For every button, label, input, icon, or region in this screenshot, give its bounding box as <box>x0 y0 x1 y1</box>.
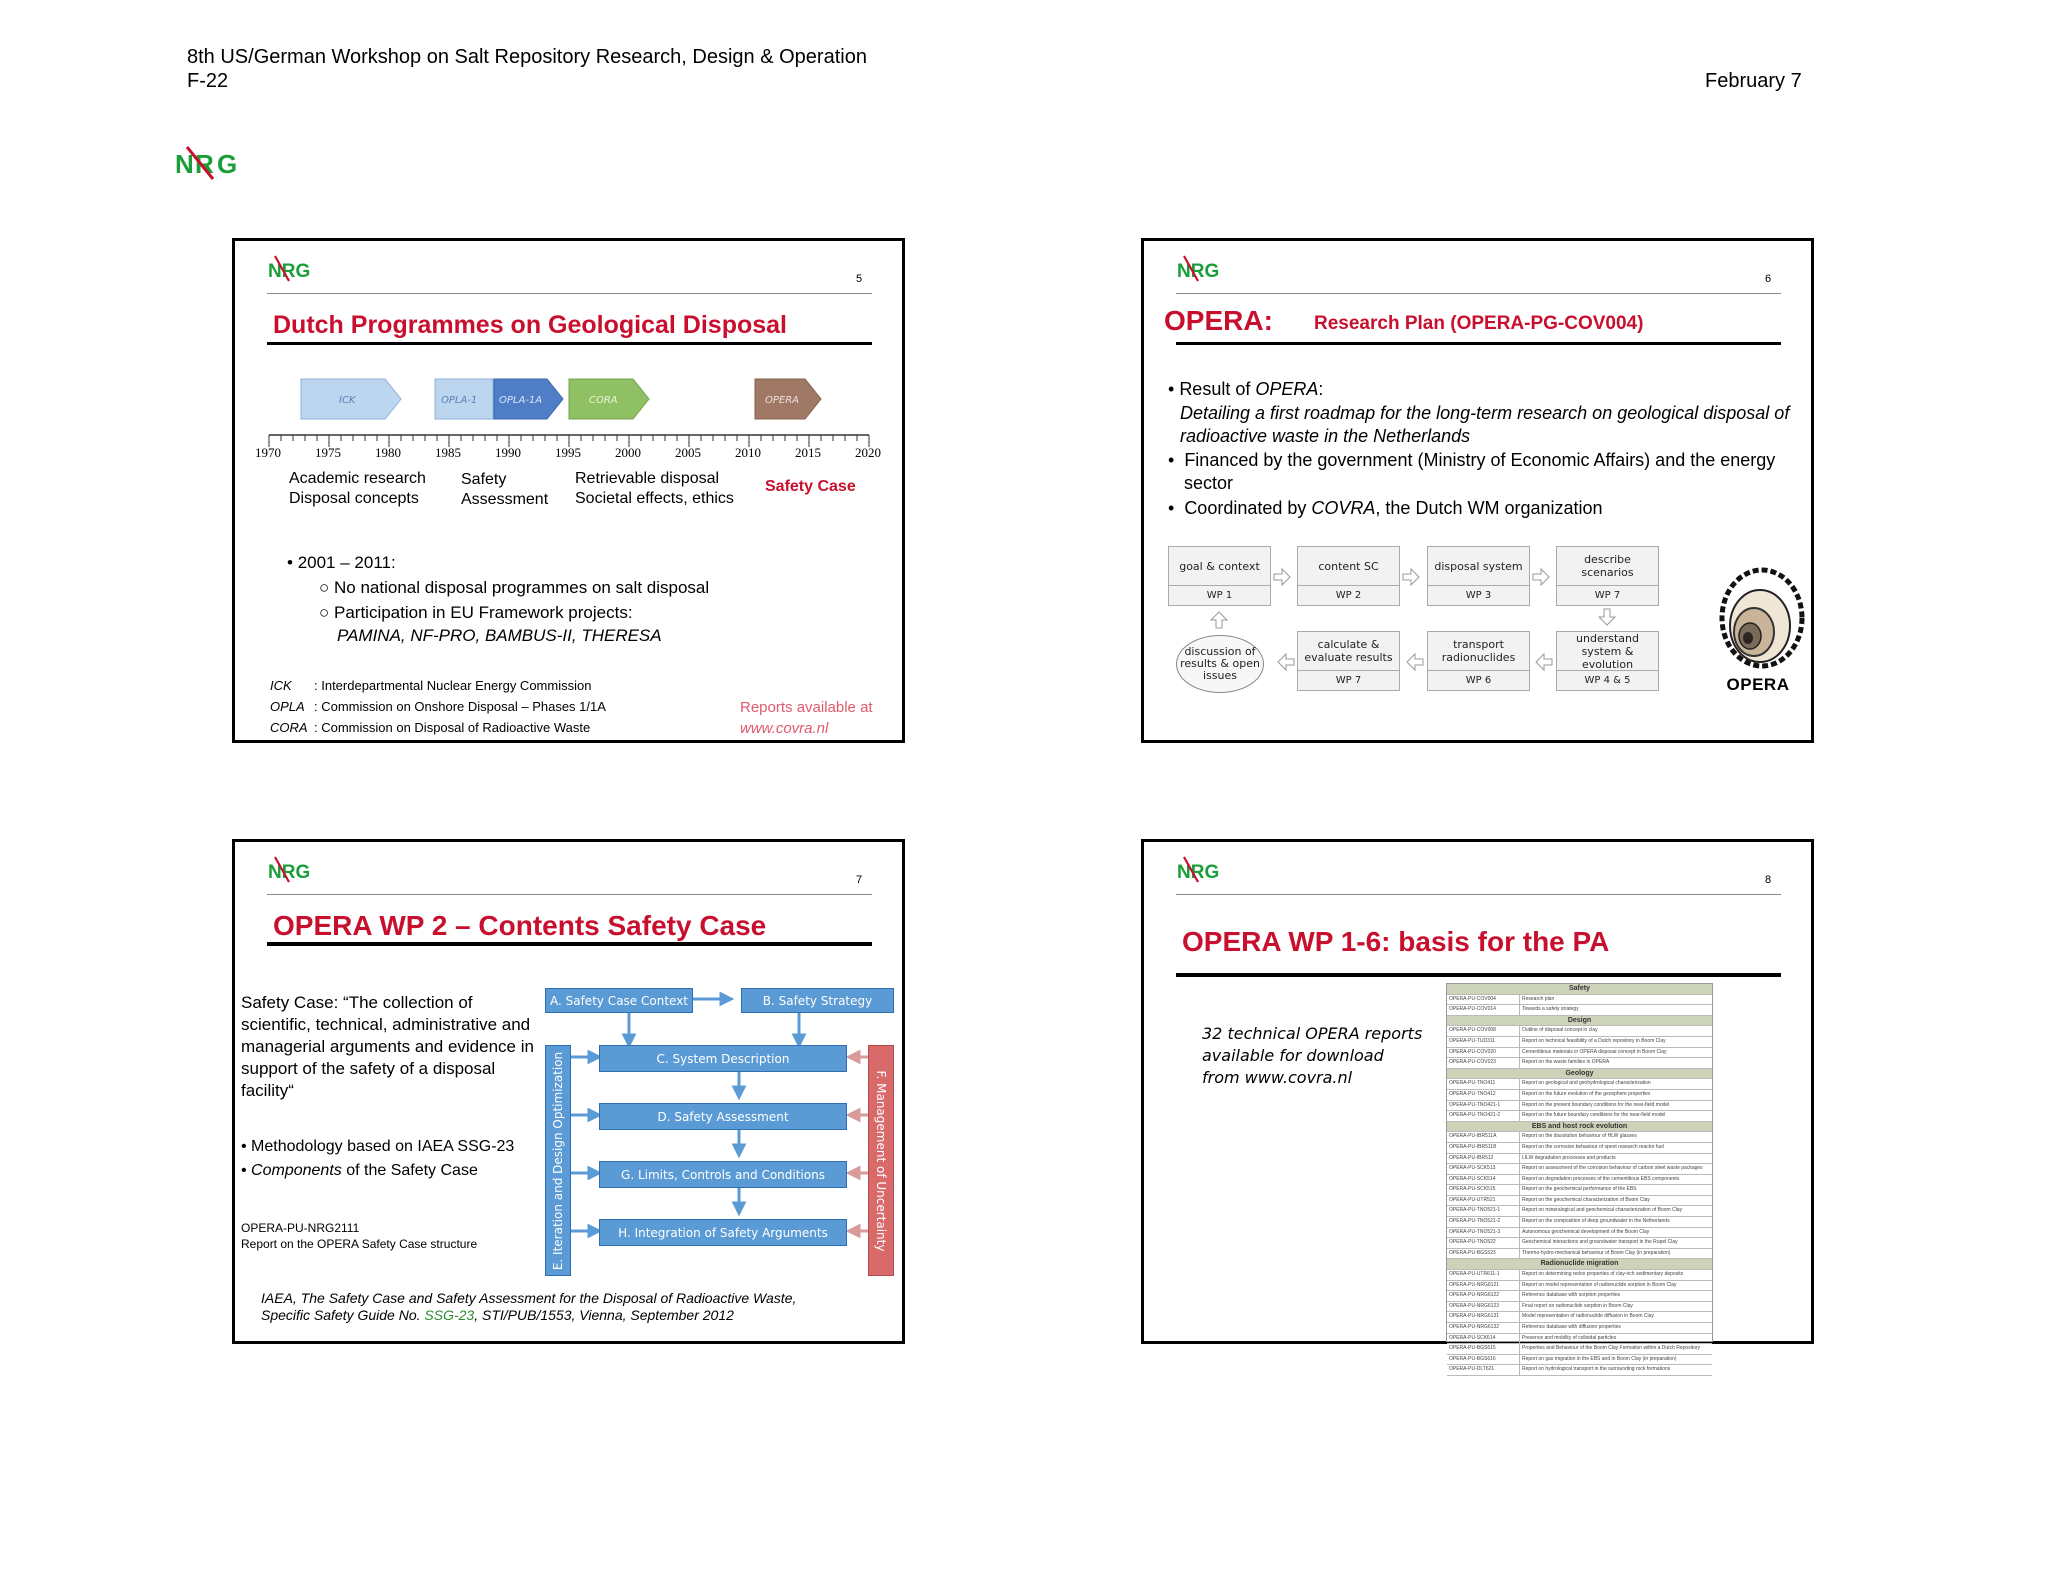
svg-text:NRG: NRG <box>268 261 311 282</box>
report-id: OPERA-PU-NRG6132 <box>1447 1323 1520 1333</box>
reports-note: 32 technical OPERA reports available for download from www.covra.nl <box>1202 1024 1423 1087</box>
report-id: OPERA-PU-TUD311 <box>1447 1037 1520 1047</box>
table-row <box>1447 1312 1712 1323</box>
workshop-title: 8th US/German Workshop on Salt Repository Research, Design & Operation <box>187 46 867 68</box>
slide-number: 7 <box>856 874 863 886</box>
year-label: 1990 <box>495 445 521 460</box>
diagram-box-context: A. Safety Case Context <box>545 988 693 1013</box>
table-row <box>1447 1026 1712 1037</box>
table-section-header: Design <box>1447 1016 1712 1027</box>
safety-case-quote: Safety Case: “The collection of scientific, technical, administrative and managerial arguments and evidence in support of the safety of a disposal facility“ <box>241 993 534 1100</box>
report-title: Report on the dissolution behaviour of HLW glasses <box>1522 1133 1637 1140</box>
table-row <box>1447 995 1712 1006</box>
label-academic: Academic research Disposal concepts <box>289 470 426 507</box>
table-row <box>1447 1175 1712 1186</box>
table-row <box>1447 1048 1712 1059</box>
diagram-box-assessment: D. Safety Assessment <box>599 1103 847 1130</box>
bullet-period: • 2001 – 2011: <box>287 553 396 572</box>
table-row <box>1447 1005 1712 1016</box>
result-detail: Detailing a first roadmap for the long-term research on geological disposal of radioactive waste in the Netherlands <box>1180 403 1790 446</box>
flow-box-calculate: calculate & evaluate results WP 7 <box>1297 631 1400 691</box>
table-row <box>1447 1090 1712 1101</box>
table-row <box>1447 1228 1712 1239</box>
slide-number: 6 <box>1765 273 1772 285</box>
year-label: 2010 <box>735 445 761 460</box>
report-title: Towards a safety strategy <box>1522 1006 1579 1013</box>
reports-note: Reports available at www.covra.nl <box>740 699 873 737</box>
flow-box-transport: transport radionuclides WP 6 <box>1427 631 1530 691</box>
svg-text:G: G <box>217 149 238 179</box>
timeline-years <box>235 445 905 461</box>
report-title: Properties and Behaviour of the Boom Clay Formation within a Dutch Repository <box>1522 1345 1701 1352</box>
slide-title: OPERA: <box>1164 305 1273 336</box>
report-title: Cementitious materials in OPERA disposal concept in Boom Clay <box>1522 1048 1667 1055</box>
table-row <box>1447 1185 1712 1196</box>
table-row <box>1447 1281 1712 1292</box>
report-title: Research plan <box>1522 995 1555 1002</box>
report-id: OPERA-PU-UTR611-1 <box>1447 1270 1520 1280</box>
year-label: 2020 <box>855 445 881 460</box>
svg-text:NRG: NRG <box>268 862 311 883</box>
report-id: OPERA-PU-SCK514 <box>1447 1175 1520 1185</box>
sub-bullet: ○ No national disposal programmes on salt disposal <box>319 578 710 597</box>
report-title: Report on the geochemical performance of the EBS <box>1522 1186 1637 1193</box>
report-title: Autonomous geochemical development of the Boom Clay <box>1522 1228 1650 1235</box>
report-id: OPERA-PU-BGS616 <box>1447 1355 1520 1365</box>
table-row <box>1447 1154 1712 1165</box>
slide-5 <box>232 238 905 743</box>
report-id: OPERA-PU-NRG6122 <box>1447 1291 1520 1301</box>
report-title: Report on determining redox properties of clay-rich sedimentary deposits <box>1522 1271 1684 1278</box>
slide-title: Dutch Programmes on Geological Disposal <box>273 311 788 339</box>
table-row <box>1447 1206 1712 1217</box>
report-id: OPERA-PU-COV008 <box>1447 1026 1520 1036</box>
opera-logo-text: OPERA <box>1726 675 1790 694</box>
project-list: PAMINA, NF-PRO, BAMBUS-II, THERESA <box>337 626 662 645</box>
table-row <box>1447 1196 1712 1207</box>
table-row <box>1447 1355 1712 1366</box>
table-section-header: EBS and host rock evolution <box>1447 1122 1712 1133</box>
report-title: Report on the waste families in OPERA <box>1522 1059 1610 1066</box>
methodology-bullets: • Methodology based on IAEA SSG-23 • Components of the Safety Case <box>241 1138 515 1179</box>
diagram-box-limits: G. Limits, Controls and Conditions <box>599 1161 847 1188</box>
timeline-label-ick: ICK <box>339 395 356 406</box>
report-id: OPERA-PU-TNO521-1 <box>1447 1206 1520 1216</box>
bullet-financed: • Financed by the government (Ministry of Economic Affairs) and the energy sector <box>1168 450 1776 493</box>
flow-box-understand: understand system & evolution WP 4 & 5 <box>1556 631 1659 691</box>
table-row <box>1447 1302 1712 1313</box>
report-id: OPERA-PU-SCK515 <box>1447 1185 1520 1195</box>
year-label: 2000 <box>615 445 641 460</box>
slide-6 <box>1141 238 1814 743</box>
nrg-logo <box>267 856 311 889</box>
report-id: OPERA-PU-IBR512 <box>1447 1154 1520 1164</box>
table-section-header: Geology <box>1447 1069 1712 1080</box>
nrg-logo <box>1176 856 1220 889</box>
table-row <box>1447 1323 1712 1334</box>
report-id: OPERA-PU-NRG6123 <box>1447 1302 1520 1312</box>
report-title: Report on degradation processes of the cementitious EBS components <box>1522 1175 1680 1182</box>
report-title: Report on hydrological transport in the surrounding rock formations <box>1522 1366 1671 1373</box>
report-id: OPERA-PU-UTR521 <box>1447 1196 1520 1206</box>
svg-text:N: N <box>175 149 194 179</box>
report-id: OPERA-PU-IBR511A <box>1447 1132 1520 1142</box>
report-id: OPERA-PU-TNO412 <box>1447 1090 1520 1100</box>
report-title: Outline of disposal concept in clay <box>1522 1027 1598 1034</box>
label-safety-assessment: Safety Assessment <box>461 471 549 508</box>
table-row <box>1447 1132 1712 1143</box>
timeline-label-opla1: OPLA-1 <box>441 395 478 406</box>
table-row <box>1447 1164 1712 1175</box>
bullet-result: • Result of OPERA: <box>1168 379 1324 399</box>
report-title: Geochemical interactions and groundwater transport in the Rupel Clay <box>1522 1239 1678 1246</box>
report-id: OPERA-PU-TNO411 <box>1447 1079 1520 1089</box>
flow-oval-discussion: discussion of results & open issues <box>1176 635 1264 693</box>
slide-title: OPERA WP 2 – Contents Safety Case <box>273 910 767 941</box>
flow-box-disposal: disposal system WP 3 <box>1427 546 1530 606</box>
bullet-coordinated: • Coordinated by COVRA, the Dutch WM organization <box>1168 498 1603 518</box>
nrg-logo <box>173 145 253 184</box>
table-row <box>1447 1111 1712 1122</box>
year-label: 1985 <box>435 445 461 460</box>
report-title: Reference database with sorption properties <box>1522 1292 1621 1299</box>
year-label: 1980 <box>375 445 401 460</box>
year-label: 2015 <box>795 445 821 460</box>
table-row <box>1447 1249 1712 1260</box>
page-date: February 7 <box>1705 70 1802 92</box>
report-title: Thermo-hydro-mechanical behaviour of Boom Clay (in preparation) <box>1522 1249 1671 1256</box>
table-row <box>1447 1270 1712 1281</box>
svg-text:NRG: NRG <box>1177 261 1220 282</box>
report-id: OPERA-PU-COV023 <box>1447 1058 1520 1068</box>
timeline-label-opla1a: OPLA-1A <box>499 395 543 406</box>
report-id: OPERA-PU-IBR511B <box>1447 1143 1520 1153</box>
year-label: 1995 <box>555 445 581 460</box>
report-id: OPERA-PU-BGS615 <box>1447 1344 1520 1354</box>
report-id: OPERA-PU-COV004 <box>1447 995 1520 1005</box>
slide-8 <box>1141 839 1814 1373</box>
sub-bullet: ○ Participation in EU Framework projects: <box>319 603 633 622</box>
table-row <box>1447 1058 1712 1069</box>
diagram-bar-uncertainty: F. Management of Uncertainty <box>868 1045 894 1276</box>
diagram-box-integration: H. Integration of Safety Arguments <box>599 1219 847 1246</box>
timeline-chart <box>249 371 889 481</box>
diagram-box-system: C. System Description <box>599 1045 847 1072</box>
table-row <box>1447 1365 1712 1376</box>
table-section-header: Radionuclide migration <box>1447 1259 1712 1270</box>
timeline-label-opera: OPERA <box>765 395 800 406</box>
table-row <box>1447 1079 1712 1090</box>
report-title: LILW degradation processes and products <box>1522 1154 1616 1161</box>
nrg-logo <box>1176 255 1220 288</box>
report-id: OPERA-PU-DLT621 <box>1447 1365 1520 1375</box>
report-id: OPERA-PU-TNO522 <box>1447 1238 1520 1248</box>
report-title: Presence and mobility of colloidal particles <box>1522 1334 1617 1341</box>
table-row <box>1447 1101 1712 1112</box>
abbreviations: ICK : Interdepartmental Nuclear Energy Commission OPLA : Commission on Onshore Disposal – Phases 1/1A CORA : Commission on Disposal of Radioactive Waste <box>270 678 606 735</box>
report-id: OPERA-PU-TNO421-2 <box>1447 1111 1520 1121</box>
year-label: 1970 <box>255 445 281 460</box>
table-row <box>1447 1143 1712 1154</box>
slide-number: 5 <box>856 273 863 285</box>
iaea-citation: IAEA, The Safety Case and Safety Assessment for the Disposal of Radioactive Waste, Specific Safety Guide No. SSG-23, STI/PUB/1553, Vienna, September 2012 <box>261 1290 797 1323</box>
table-section-header: Safety <box>1447 984 1712 995</box>
year-label: 2005 <box>675 445 701 460</box>
report-title: Report on model representation of radionuclide sorption in Boom Clay <box>1522 1281 1677 1288</box>
report-title: Report on the future boundary conditions for the near-field model <box>1522 1112 1666 1119</box>
report-title: Report on the present boundary conditions for the near-field model <box>1522 1101 1670 1108</box>
report-reference: OPERA-PU-NRG2111 Report on the OPERA Safety Case structure <box>241 1221 478 1251</box>
report-title: Final report on radionuclide sorption in Boom Clay <box>1522 1302 1633 1309</box>
diagram-bar-iteration: E. Iteration and Design Optimization <box>545 1045 571 1276</box>
report-title: Report on mineralogical and geochemical characterization of Boom Clay <box>1522 1207 1683 1214</box>
flow-box-goal: goal & context WP 1 <box>1168 546 1271 606</box>
table-row <box>1447 1334 1712 1345</box>
report-id: OPERA-PU-TNO521-2 <box>1447 1217 1520 1227</box>
diagram-box-strategy: B. Safety Strategy <box>741 988 894 1013</box>
report-title: Report on the geochemical characterization of Boom Clay <box>1522 1196 1650 1203</box>
label-retrievable: Retrievable disposal Societal effects, ethics <box>575 470 734 507</box>
table-row <box>1447 1238 1712 1249</box>
report-title: Report on the future evolution of the geosphere properties <box>1522 1090 1651 1097</box>
report-title: Report on assessment of the corrosion behaviour of carbon steel waste packages <box>1522 1165 1703 1172</box>
slide-number: 8 <box>1765 874 1772 886</box>
slide-title: OPERA WP 1-6: basis for the PA <box>1182 926 1610 957</box>
svg-text:R: R <box>195 149 214 179</box>
report-title: Reference database with diffusion properties <box>1522 1324 1621 1330</box>
label-safety-case: Safety Case <box>765 478 856 495</box>
report-id: OPERA-PU-COV014 <box>1447 1005 1520 1015</box>
report-id: OPERA-PU-BGS523 <box>1447 1249 1520 1259</box>
report-title: Report on the corrosion behaviour of spent research reactor fuel <box>1522 1143 1665 1150</box>
covra-link[interactable]: www.covra.nl <box>740 720 829 737</box>
shell-icon <box>1710 566 1806 670</box>
table-row <box>1447 1344 1712 1355</box>
svg-text:NRG: NRG <box>1177 862 1220 883</box>
flow-box-content: content SC WP 2 <box>1297 546 1400 606</box>
table-row <box>1447 1217 1712 1228</box>
report-title: Report on technical feasibility of a Dutch repository in Boom Clay <box>1522 1037 1666 1044</box>
report-id: OPERA-PU-TNO421-1 <box>1447 1101 1520 1111</box>
timeline-label-cora: CORA <box>589 395 618 406</box>
report-id: OPERA-PU-SCK614 <box>1447 1334 1520 1344</box>
report-title: Report on the composition of deep groundwater in the Netherlands <box>1522 1218 1670 1225</box>
report-id: OPERA-PU-COV020 <box>1447 1048 1520 1058</box>
page-code: F-22 <box>187 70 229 92</box>
report-id: OPERA-PU-SCK513 <box>1447 1164 1520 1174</box>
slide-7 <box>232 839 905 1344</box>
opera-logo <box>1710 566 1806 696</box>
flow-box-scenarios: describe scenarios WP 7 <box>1556 546 1659 606</box>
reports-table <box>1446 983 1713 1373</box>
slide-subtitle: Research Plan (OPERA-PG-COV004) <box>1314 313 1644 334</box>
report-id: OPERA-PU-TNO521-3 <box>1447 1228 1520 1238</box>
flow-arrows <box>1144 541 1704 701</box>
year-label: 1975 <box>315 445 341 460</box>
nrg-logo <box>267 255 311 288</box>
report-title: Report on gas migration in the EBS and in Boom Clay (in preparation) <box>1522 1355 1677 1362</box>
report-id: OPERA-PU-NRG6131 <box>1447 1312 1520 1322</box>
table-row <box>1447 1037 1712 1048</box>
table-row <box>1447 1291 1712 1302</box>
report-title: Model representation of radionuclide diffusion in Boom Clay <box>1522 1313 1654 1320</box>
report-title: Report on geological and geohydrological characterization <box>1522 1080 1651 1087</box>
report-id: OPERA-PU-NRG6121 <box>1447 1281 1520 1291</box>
